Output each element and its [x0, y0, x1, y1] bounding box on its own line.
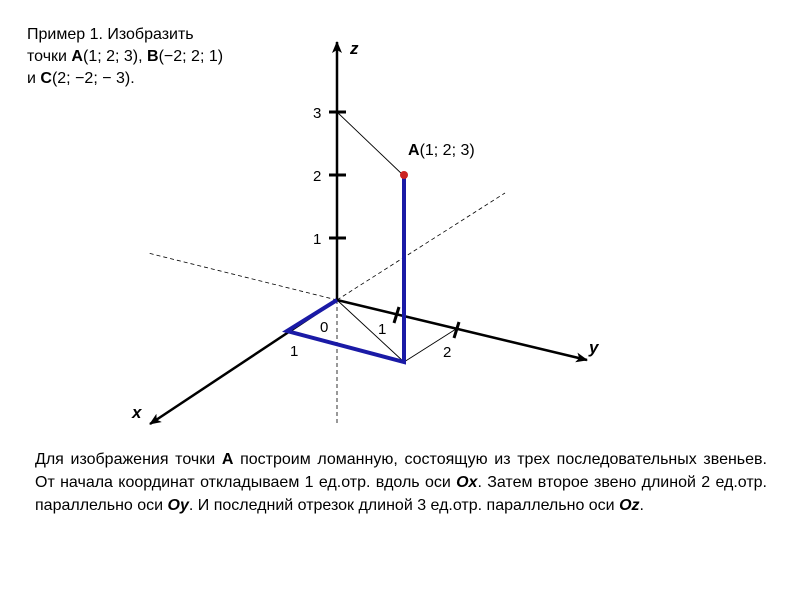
- title-point-b-coords: (−2; 2; 1): [158, 48, 224, 65]
- y-tick-label-1: 1: [378, 321, 387, 338]
- text-axis-oy: Oy: [167, 497, 189, 514]
- text-point-a: A: [221, 451, 234, 468]
- y-axis: [337, 300, 587, 360]
- title-point-c-coords: (2; −2; − 3).: [51, 70, 135, 87]
- title-points-word: точки: [27, 48, 72, 65]
- y-axis-label: y: [589, 338, 599, 357]
- point-a-dot: [400, 171, 408, 179]
- z-axis-label: z: [350, 39, 359, 58]
- z-tick-label-1: 1: [313, 231, 322, 248]
- x-tick-label-1: 1: [290, 343, 299, 360]
- title-and-word: и: [27, 70, 41, 87]
- text-part-3: . Затем второе звено длиной 2 ед.отр. параллельно оси: [35, 474, 768, 514]
- origin-label: 0: [320, 319, 329, 336]
- y-tick-label-2: 2: [443, 344, 452, 361]
- z-tick-label-2: 2: [313, 168, 322, 185]
- point-a-coords: (1; 2; 3): [419, 142, 475, 159]
- text-part-5: .: [639, 497, 644, 514]
- title-line-1: Пример 1. Изобразить: [27, 26, 194, 43]
- point-a-construction-polyline: [287, 176, 404, 362]
- title-point-a-coords: (1; 2; 3),: [82, 48, 148, 65]
- text-axis-oz: Oz: [619, 497, 640, 514]
- point-a-label: [408, 142, 475, 159]
- title-point-a-letter: A: [71, 48, 83, 65]
- point-a-letter: A: [408, 142, 420, 159]
- text-part-4: . И последний отрезок длиной 3 ед.отр. параллельно оси: [188, 497, 620, 514]
- z-tick-label-3: 3: [313, 105, 322, 122]
- negative-y-dashed-line: [148, 253, 337, 300]
- text-part-1: Для изображения точки: [35, 451, 222, 468]
- title-point-c-letter: C: [40, 70, 52, 87]
- explanation-text: [35, 448, 767, 517]
- title-point-b-letter: B: [147, 48, 159, 65]
- text-axis-ox: Ox: [456, 474, 478, 491]
- x-axis-label: x: [132, 403, 142, 422]
- negative-x-dashed-line: [337, 193, 505, 300]
- text-part-2: построим ломанную, состоящую из трех последовательных звеньев. От начала координат откладываем 1 ед.отр. вдоль оси: [35, 451, 767, 491]
- projection-line-z3: [337, 112, 404, 176]
